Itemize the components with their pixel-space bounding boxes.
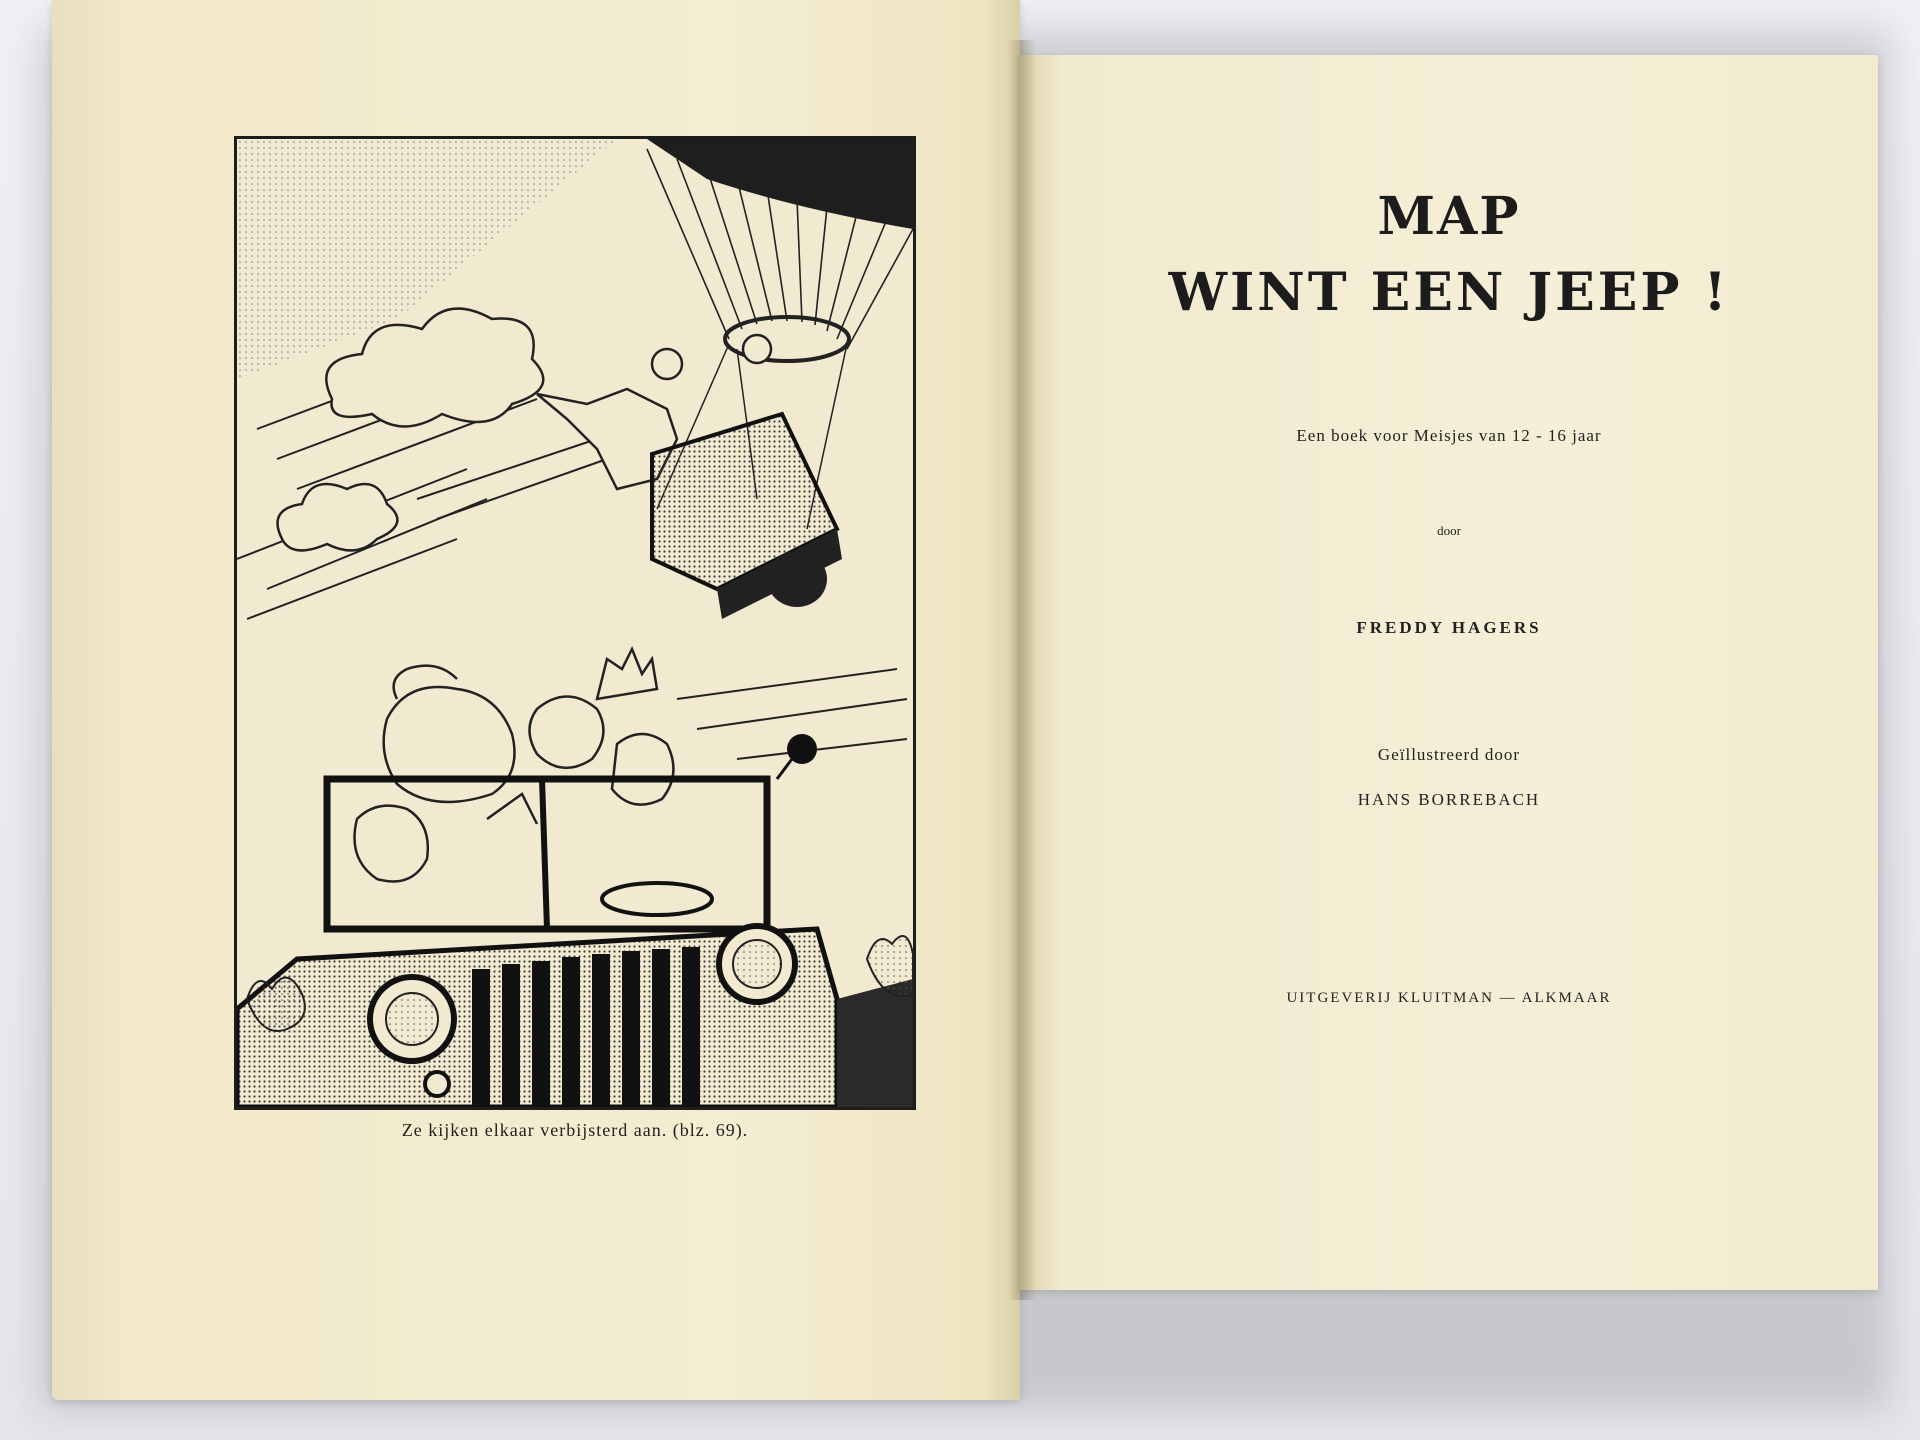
balloon-jeep-drawing xyxy=(237,139,913,1107)
illustrated-by-label: Geïllustreerd door xyxy=(1377,745,1521,764)
by-label: door xyxy=(1437,523,1461,538)
cloud-small xyxy=(278,484,398,550)
illustration-caption: Ze kijken elkaar verbijsterd aan. (blz. 69). xyxy=(401,1120,749,1140)
book-subtitle: Een boek voor Meisjes van 12 - 16 jaar xyxy=(1296,426,1602,445)
sandbag xyxy=(767,551,827,607)
jeep-passengers xyxy=(355,649,674,882)
jeep-wheel xyxy=(837,979,913,1107)
author-name: FREDDY HAGERS xyxy=(1356,618,1542,637)
jeep-mirror xyxy=(787,734,817,764)
steering-wheel xyxy=(602,883,712,915)
publisher-imprint: UITGEVERIJ KLUITMAN — ALKMAAR xyxy=(1286,990,1612,1006)
book-title-line-2: WINT EEN JEEP ! xyxy=(1168,262,1730,323)
tree-right xyxy=(867,936,913,996)
book-title-line-1: MAP xyxy=(1377,186,1521,247)
illustrator-name: HANS BORREBACH xyxy=(1357,790,1541,809)
frontispiece-illustration xyxy=(234,136,916,1110)
